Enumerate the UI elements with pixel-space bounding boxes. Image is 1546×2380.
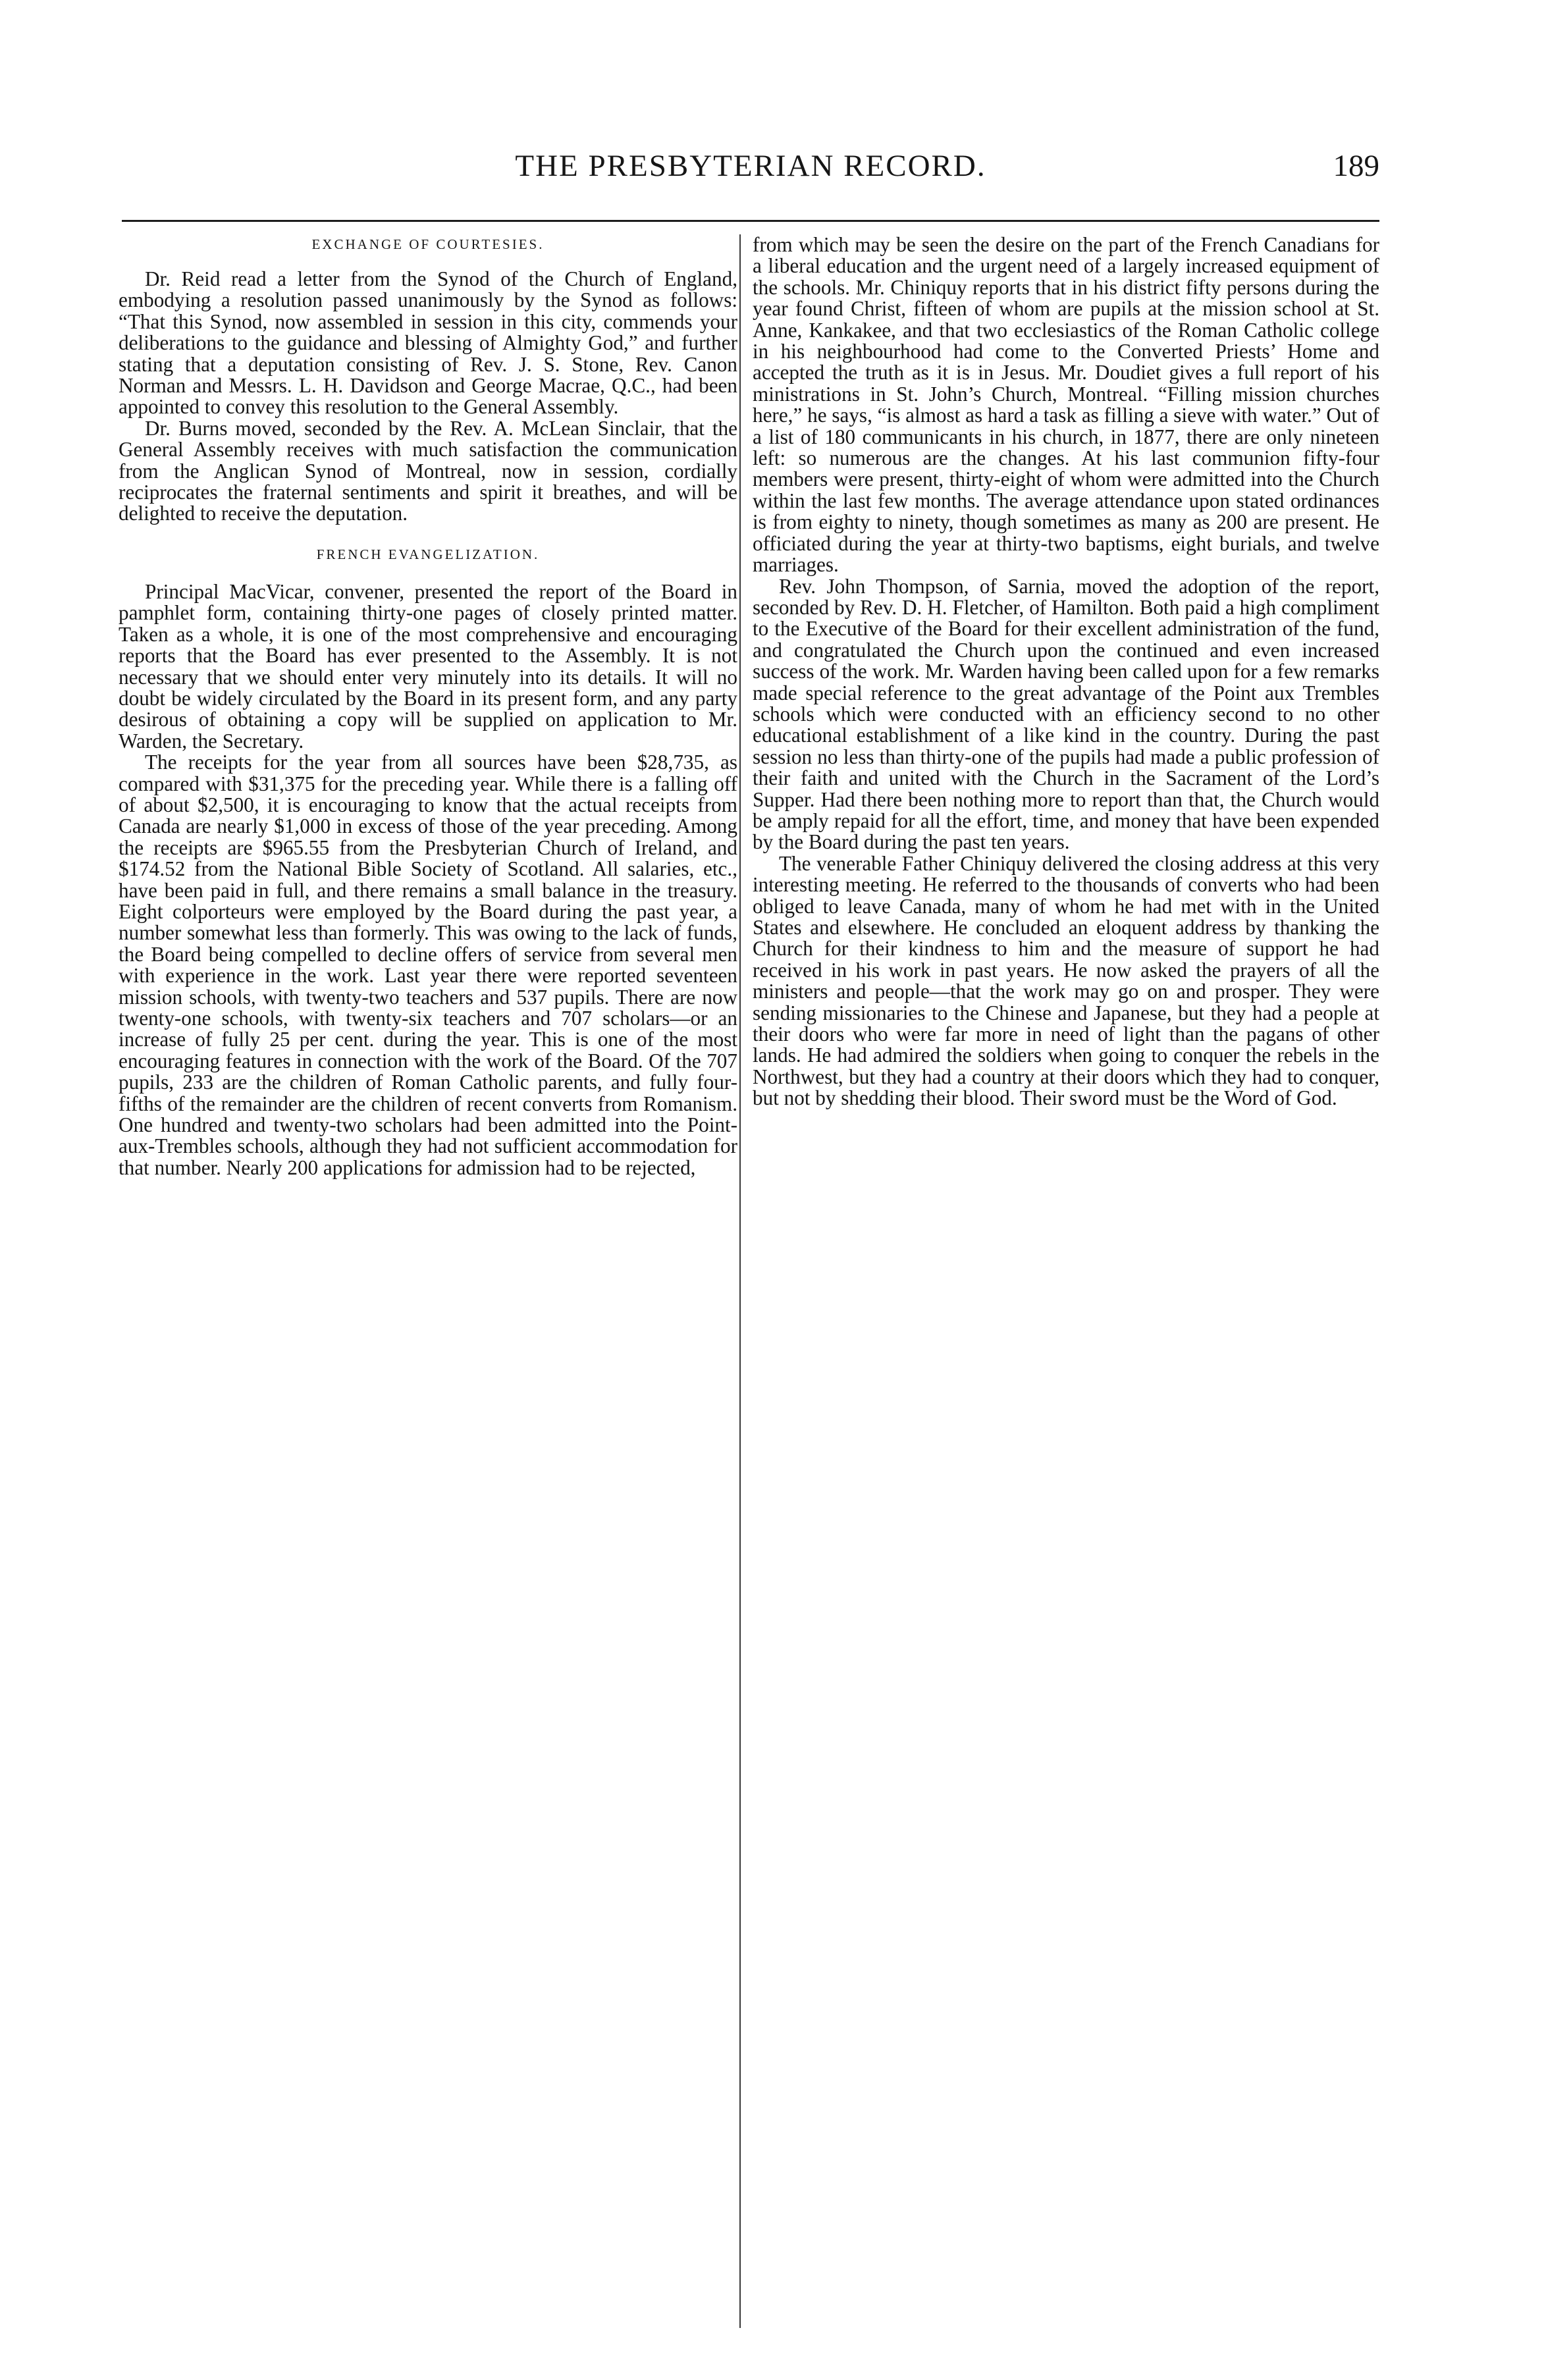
page-number: 189 bbox=[1333, 149, 1379, 183]
paragraph: The receipts for the year from all sources have been $28,735, as compared with $31,375 for the preceding year. While there is a falling off of about $2,500, it is encouraging to know that the actual receipts from Canada are nearly $1,000 in excess of those of the year preceding. Among the receipts are $965.55 from the Presbyterian Church of Ireland, and $174.52 from the National Bible Society of Scotland. All salaries, etc., have been paid in full, and there remains a small balance in the treasury. Eight colporteurs were employed by the Board during the past year, a number somewhat less than formerly. This was owing to the lack of funds, the Board being compelled to decline offers of service from several men with experience in the work. Last year there were reported seventeen mission schools, with twenty-two teachers and 537 pupils. There are now twenty-one schools, with twenty-six teachers and 707 scholars—or an increase of fully 25 per cent. during the year. This is one of the most encouraging features in connection with the work of the Board. Of the 707 pupils, 233 are the children of Roman Catholic parents, and fully four-fifths of the remainder are the children of recent converts from Romanism. One hundred and twenty-two scholars had been admitted into the Point-aux-Trembles schools, although they had not sufficient accommodation for that number. Nearly 200 applications for admission had to be rejected, bbox=[119, 751, 737, 1179]
left-column bbox=[119, 234, 737, 1178]
paragraph: Principal MacVicar, convener, presented the report of the Board in pamphlet form, containing thirty-one pages of closely printed matter. Taken as a whole, it is one of the most comprehensive and encouraging reports that the Board has ever presented to the Assembly. It is not necessary that we should enter very minutely into its details. It will no doubt be widely circulated by the Board in its present form, and any party desirous of obtaining a copy will be supplied on application to Mr. Warden, the Secretary. bbox=[119, 579, 737, 753]
column-rule bbox=[739, 234, 741, 2328]
paragraph: The venerable Father Chiniquy delivered the closing address at this very interesting meeting. He referred to the thousands of converts who had been obliged to leave Canada, many of whom he had met with in the United States and elsewhere. He concluded an eloquent address by thanking the Church for their kindness to him and the measure of support he had received in his work in past years. He now asked the prayers of all the ministers and people—that the work may go on and prosper. They were sending missionaries to the Chinese and Japanese, but they had a people at their doors who were far more in need of light than the pagans of other lands. He had admired the soldiers when going to conquer the rebels in the Northwest, but they had a country at their doors which they had to conquer, but not by shedding their blood. Their sword must be the Word of God. bbox=[753, 851, 1379, 1110]
running-title: THE PRESBYTERIAN RECORD. bbox=[515, 149, 986, 183]
section-heading-exchange-of-courtesies: EXCHANGE OF COURTESIES. bbox=[311, 236, 545, 252]
paragraph: Rev. John Thompson, of Sarnia, moved the adoption of the report, seconded by Rev. D. H. Fletcher, of Hamilton. Both paid a high compliment to the Executive of the Board for their excellent administration of the fund, and congratulated the Church upon the continued and even increased success of the work. Mr. Warden having been called upon for a few remarks made special reference to the great advantage of the Point aux Trembles schools which were conducted with an efficiency second to no other educational establishment of a like kind in the country. During the past session no less than thirty-one of the pupils had made a public profession of their faith and united with the Church in the Sacrament of the Lord’s Supper. Had there been nothing more to report than that, the Church would be amply repaid for all the effort, time, and money that have been expended by the Board during the past ten years. bbox=[753, 574, 1379, 854]
header-rule bbox=[122, 220, 1379, 222]
paragraph: Dr. Burns moved, seconded by the Rev. A. McLean Sinclair, that the General Assembly receives with much satisfaction the communication from the Anglican Synod of Montreal, now in session, cordially reciprocates the fraternal sentiments and spirit it breathes, and will be delighted to receive the deputation. bbox=[119, 416, 737, 525]
paragraph: from which may be seen the desire on the part of the French Canadians for a liberal education and the urgent need of a largely increased equipment of the schools. Mr. Chiniquy reports that in his district fifty persons during the year found Christ, fifteen of whom are pupils at the mission school at St. Anne, Kankakee, and that two ecclesiastics of the Roman Catholic college in his neighbourhood had come to the Converted Priests’ Home and accepted the truth as it is in Jesus. Mr. Doudiet gives a full report of his ministrations in St. John’s Church, Montreal. “Filling mission churches here,” he says, “is almost as hard a task as filling a sieve with water.” Out of a list of 180 communicants in his church, in 1877, there are only nineteen left: so numerous are the changes. At his last communion fifty-four members were present, thirty-eight of whom were admitted into the Church within the last few months. The average attendance upon stated ordinances is from eighty to ninety, though sometimes as many as 200 are present. He officiated during the year at thirty-two baptisms, eight burials, and twelve marriages. bbox=[753, 233, 1379, 577]
paragraph: Dr. Reid read a letter from the Synod of the Church of England, embodying a resolution passed unanimously by the Synod as follows: “That this Synod, now assembled in session in this city, commends your deliberations to the guidance and blessing of Almighty God,” and further stating that a deputation consisting of Rev. J. S. Stone, Rev. Canon Norman and Messrs. L. H. Davidson and George Macrae, Q.C., had been appointed to convey this resolution to the General Assembly. bbox=[119, 267, 737, 419]
section-heading-french-evangelization: FRENCH EVANGELIZATION. bbox=[316, 546, 540, 562]
running-head bbox=[122, 146, 1379, 192]
right-column bbox=[753, 234, 1379, 1109]
